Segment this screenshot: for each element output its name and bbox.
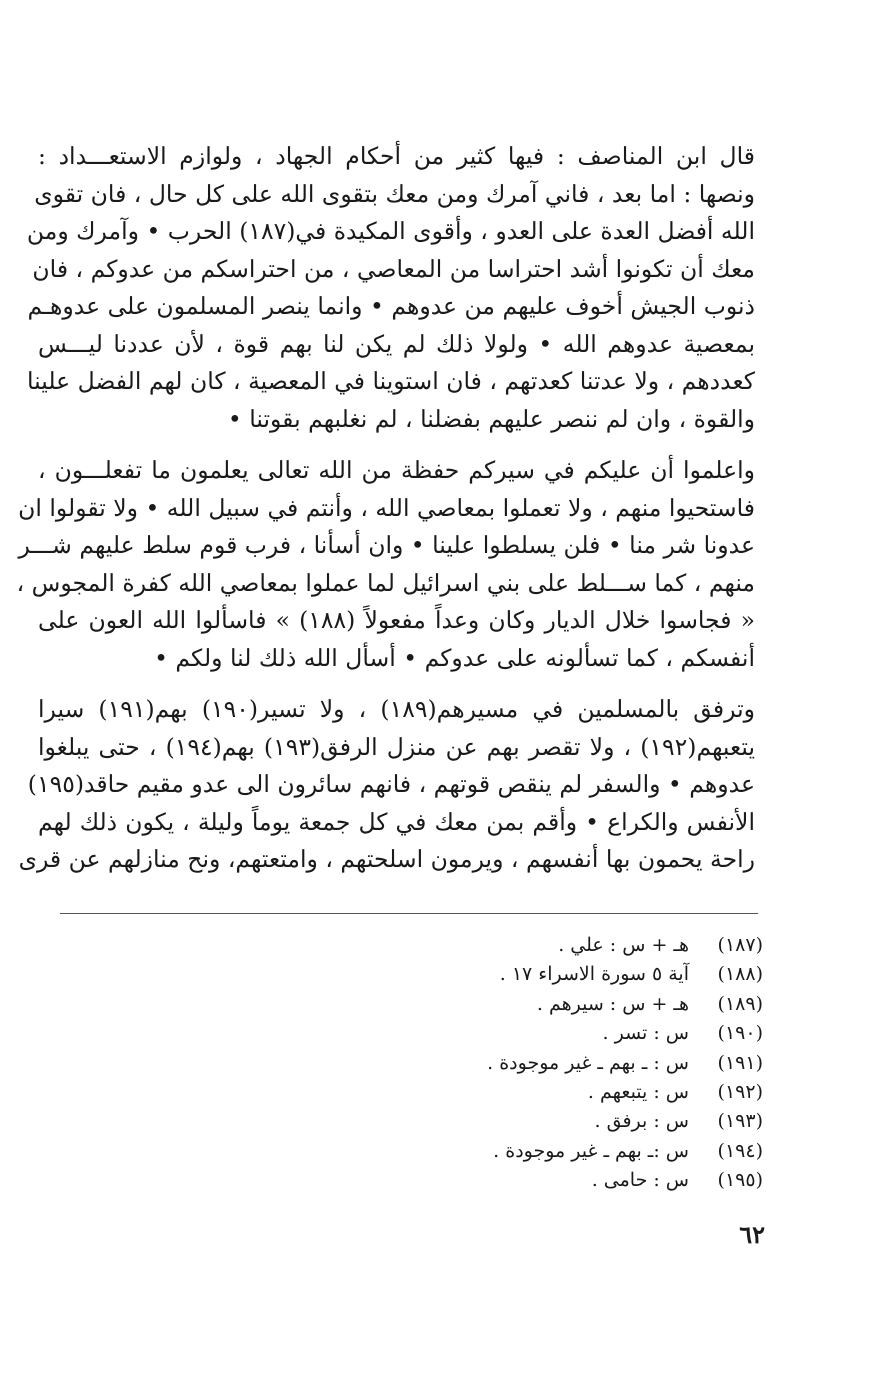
paragraph: [26, 138, 755, 438]
footnote-item: [343, 1107, 763, 1136]
text-line: يتعبهم(١٩٢) ، ولا تقصر بهم عن منزل الرفق(١٩٣) بهم(١٩٤) ، حتى يبلغوا: [38, 732, 755, 761]
footnote-text: آية ٥ سورة الاسراء ١٧ .: [499, 963, 689, 986]
footnote-item: [343, 1019, 763, 1048]
footnote-number: (١٨٧): [717, 934, 763, 956]
footnote-text: س : تسر .: [602, 1022, 689, 1045]
footnote-number: (١٩٣): [717, 1110, 763, 1133]
footnotes-list: [343, 931, 763, 1196]
footnote-item: [343, 931, 763, 960]
footnote-item: [343, 990, 763, 1019]
text-line: عدونا شر منا • فلن يسلطوا علينا • وان أسأنا ، فرب قوم سلط عليهم شـــر: [18, 531, 755, 559]
text-line: واعلموا أن عليكم في سيركم حفظة من الله تعالى يعلمون ما تفعلـــون ،: [38, 456, 755, 484]
text-line: كعددهم ، ولا عدتنا كعدتهم ، فان استوينا في المعصية ، كان لهم الفضل علينا: [27, 367, 755, 395]
footnote-number: (١٩٤): [717, 1139, 763, 1162]
text-line: معك أن تكونوا أشد احتراسا من المعاصي ، من احتراسكم من عدوكم ، فان: [32, 254, 755, 283]
text-line: عدوهم • والسفر لم ينقص قوتهم ، فانهم سائرون الى عدو مقيم حاقد(١٩٥): [27, 770, 755, 798]
text-line: ذنوب الجيش أخوف عليهم من عدوهم • وانما ينصر المسلمون على عدوهـم: [27, 292, 755, 320]
paragraph: [16, 452, 755, 677]
text-line: الأنفس والكراع • وأقم بمن معك في كل جمعة يوماً وليلة ، يكون ذلك لهم: [38, 807, 755, 836]
text-line: « فجاسوا خلال الديار وكان وعداً مفعولاً (١٨٨) » فاسألوا الله العون على: [38, 606, 755, 634]
page-number: ٦٢: [739, 1220, 765, 1249]
footnote-item: [343, 1049, 763, 1078]
footnote-item: [343, 1078, 763, 1107]
footnote-text: س : حامى .: [591, 1169, 689, 1192]
footnote-number: (١٩٠): [717, 1022, 763, 1045]
footnote-item: [343, 1166, 763, 1195]
footnote-text: س :ـ بهم ـ غير موجودة .: [493, 1139, 689, 1162]
footnote-number: (١٩٢): [717, 1081, 763, 1104]
footnote-number: (١٩٥): [717, 1169, 763, 1192]
footnote-text: هـ + س : علي .: [558, 934, 689, 956]
text-line: فاستحيوا منهم ، ولا تعملوا بمعاصي الله ، وأنتم في سبيل الله • ولا تقولوا ان: [18, 493, 755, 522]
text-line: منهم ، كما ســـلط على بني اسرائيل لما عملوا بمعاصي الله كفرة المجوس ،: [16, 568, 755, 597]
paragraph: [18, 691, 755, 879]
text-line: قال ابن المناصف : فيها كثير من أحكام الجهاد ، ولوازم الاستعـــداد :: [38, 142, 755, 170]
text-line: ونصها : اما بعد ، فاني آمرك ومن معك بتقوى الله على كل حال ، فان تقوى: [34, 179, 755, 208]
footnote-number: (١٨٩): [717, 992, 763, 1015]
text-line: والقوة ، وان لم ننصر عليهم بفضلنا ، لم نغلبهم بقوتنا •: [227, 404, 755, 433]
page-body: [16, 138, 755, 893]
text-line: الله أفضل العدة على العدو ، وأقوى المكيدة في(١٨٧) الحرب • وآمرك ومن: [26, 217, 755, 245]
footnote-number: (١٨٨): [717, 963, 763, 986]
text-line: راحة يحمون بها أنفسهم ، ويرمون اسلحتهم ، وامتعتهم، ونح منازلهم عن قرى: [18, 845, 755, 873]
text-line: أنفسكم ، كما تسألونه على عدوكم • أسأل الله ذلك لنا ولكم •: [154, 643, 755, 672]
footnote-text: س : يتبعهم .: [587, 1081, 689, 1104]
footnote-divider: [60, 913, 758, 914]
footnote-text: هـ + س : سيرهم .: [536, 992, 689, 1015]
footnote-item: [343, 960, 763, 989]
footnote-text: س : ـ بهم ـ غير موجودة .: [487, 1051, 689, 1074]
text-line: وترفق بالمسلمين في مسيرهم(١٨٩) ، ولا تسير(١٩٠) بهم(١٩١) سيرا: [38, 695, 755, 723]
footnote-item: [343, 1137, 763, 1166]
footnote-number: (١٩١): [717, 1051, 763, 1074]
footnote-text: س : برفق .: [594, 1110, 689, 1133]
text-line: بمعصية عدوهم الله • ولولا ذلك لم يكن لنا بهم قوة ، لأن عددنا ليـــس: [38, 329, 755, 358]
